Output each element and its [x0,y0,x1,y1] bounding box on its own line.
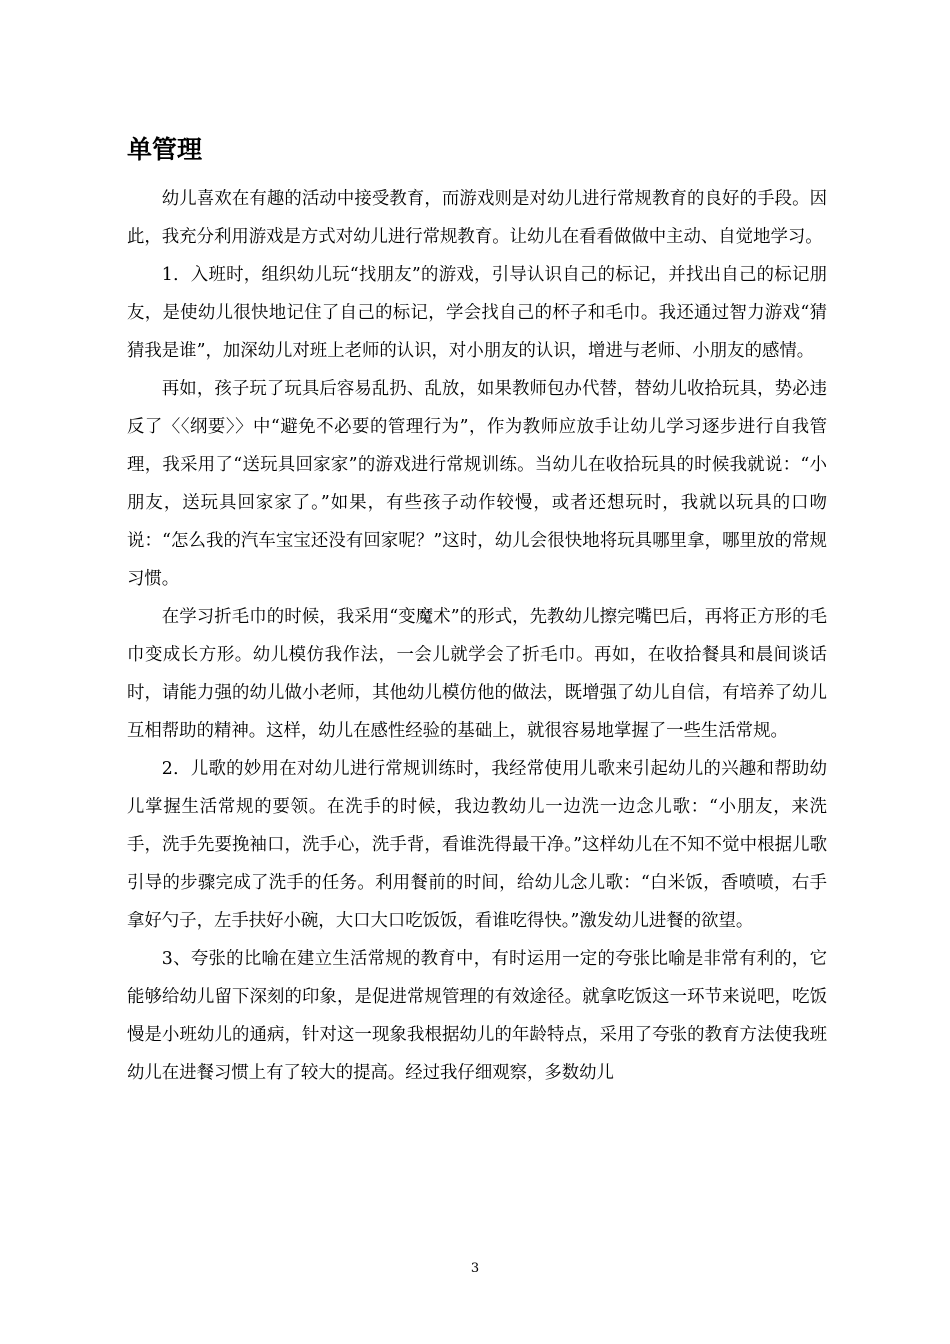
paragraph: 2．儿歌的妙用在对幼儿进行常规训练时，我经常使用儿歌来引起幼儿的兴趣和帮助幼儿掌握生活常规的要领。在洗手的时候，我边教幼儿一边洗一边念儿歌：“小朋友，来洗手，洗手先要挽袖口，洗手心，洗手背，看谁洗得最干净。”这样幼儿在不知不觉中根据儿歌引导的步骤完成了洗手的任务。利用餐前的时间，给幼儿念儿歌：“白米饭，香喷喷，右手拿好勺子，左手扶好小碗，大口大口吃饭饭，看谁吃得快。”激发幼儿进餐的欲望。 [127,759,827,931]
body-text [127,180,827,1092]
paragraph: 在学习折毛巾的时候，我采用“变魔术”的形式，先教幼儿擦完嘴巴后，再将正方形的毛巾变成长方形。幼儿模仿我作法，一会儿就学会了折毛巾。再如，在收拾餐具和晨间谈话时，请能力强的幼儿做小老师，其他幼儿模仿他的做法，既增强了幼儿自信，有培养了幼儿互相帮助的精神。这样，幼儿在感性经验的基础上，就很容易地掌握了一些生活常规。 [127,607,827,741]
paragraph: 1．入班时，组织幼儿玩“找朋友”的游戏，引导认识自己的标记，并找出自己的标记朋友，是使幼儿很快地记住了自己的标记，学会找自己的杯子和毛巾。我还通过智力游戏“猜猜我是谁”，加深幼儿对班上老师的认识，对小朋友的认识，增进与老师、小朋友的感情。 [127,265,827,361]
paragraph: 再如，孩子玩了玩具后容易乱扔、乱放，如果教师包办代替，替幼儿收拾玩具，势必违反了〈〈纲要〉〉中“避免不必要的管理行为”，作为教师应放手让幼儿学习逐步进行自我管理，我采用了“送玩具回家家”的游戏进行常规训练。当幼儿在收拾玩具的时候我就说：“小朋友，送玩具回家家了。”如果，有些孩子动作较慢，或者还想玩时，我就以玩具的口吻说：“怎么我的汽车宝宝还没有回家呢？”这时，幼儿会很快地将玩具哪里拿，哪里放的常规习惯。 [127,379,827,589]
paragraph: 3、夸张的比喻在建立生活常规的教育中，有时运用一定的夸张比喻是非常有利的，它能够给幼儿留下深刻的印象，是促进常规管理的有效途径。就拿吃饭这一环节来说吧，吃饭慢是小班幼儿的通病，针对这一现象我根据幼儿的年龄特点，采用了夸张的教育方法使我班幼儿在进餐习惯上有了较大的提高。经过我仔细观察，多数幼儿 [127,949,827,1083]
paragraph: 幼儿喜欢在有趣的活动中接受教育，而游戏则是对幼儿进行常规教育的良好的手段。因此，我充分利用游戏是方式对幼儿进行常规教育。让幼儿在看看做做中主动、自觉地学习。 [127,189,827,247]
page-number: 3 [470,1261,480,1276]
section-heading: 单管理 [127,135,203,164]
